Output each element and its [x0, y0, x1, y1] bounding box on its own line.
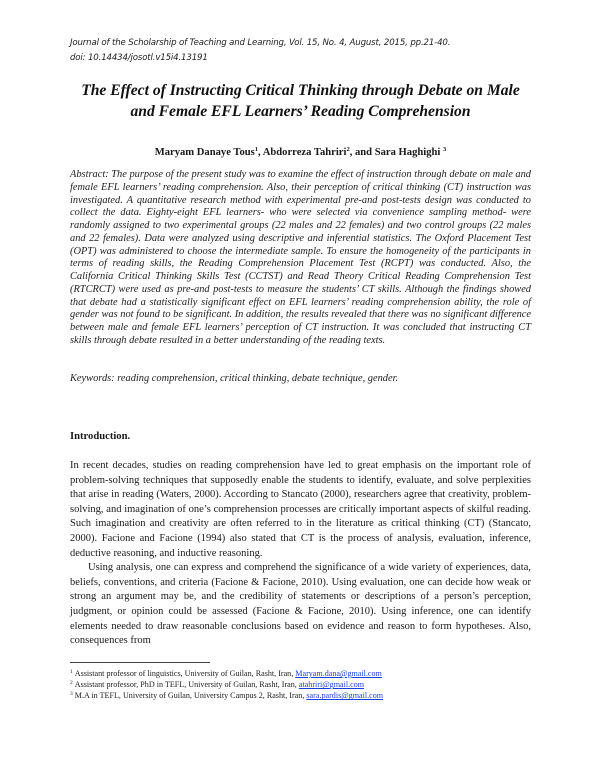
footnote-number: 3 [70, 691, 73, 698]
footnote-number: 1 [70, 669, 73, 675]
keywords-label: Keywords: [70, 373, 115, 384]
keywords-text: reading comprehension, critical thinking, debate technique, gender. [114, 373, 399, 384]
introduction-body [70, 459, 531, 649]
keywords [70, 372, 531, 385]
footnotes [70, 668, 531, 702]
author-name: Maryam Danaye Tous [154, 147, 255, 158]
footnote-text: M.A in TEFL, University of Guilan, University Campus 2, Rasht, Iran, [74, 691, 307, 701]
footnote-item [70, 679, 531, 690]
paragraph: In recent decades, studies on reading comprehension have led to great emphasis on the important role of problem-solving techniques that supposedly enable the students to identify, evaluate, and solve perplexities that arise in reading (Waters, 2000). According to Stancato (2000), researchers agree that creativity, problem-solving, and imagination of one’s comprehension processes are critically important aspects of skilful reading. Such imagination and creativity are often referred to in the literature as critical thinking (CT) (Stancato, 2000). Facione and Facione (1994) also stated that CT is the process of analysis, evaluation, inference, deductive reasoning, and inductive reasoning. [70, 460, 531, 559]
footnote-divider [70, 662, 210, 663]
author-name: Sara Haghighi [374, 147, 444, 158]
doi-line: doi: 10.14434/josotl.v15i4.13191 [70, 53, 208, 63]
journal-citation: Journal of the Scholarship of Teaching and Learning, Vol. 15, No. 4, August, 2015, pp.21-40. [70, 38, 451, 48]
footnote-item [70, 668, 531, 679]
abstract: Abstract: The purpose of the present study was to examine the effect of instruction through debate on male and female EFL learners’ reading comprehension. Also, their perception of critical thinking (CT) instruction was investigated. A quantitative research method with experimental pre-and post-tests design was conducted to collect the data. Eighty-eight EFL learners- who were selected via convenience sampling method- were randomly assigned to two experimental groups (22 males and 22 females) and two control groups (22 males and 22 females). Data were analyzed using descriptive and inferential statistics. The Oxford Placement Test (OPT) was administered to choose the intermediate sample. To ensure the homogeneity of the participants in terms of reading skills, the Reading Comprehension Placement Test (RCPT) was conducted. Also, the California Critical Thinking Skills Test (CCTST) and Read Theory Critical Reading Comprehension Test (RTCRCT) were used as pre-and post-tests to measure the students’ CT skills. Although the findings showed that debate had a statistically significant effect on EFL learners’ reading comprehension ability, the role of gender was not found to be significant. In addition, the results revealed that there was no significant difference between male and female EFL learners’ perception of CT instruction. It was concluded that instructing CT skills through debate resulted in a better understanding of the reading texts. [70, 169, 531, 346]
paragraph: Using analysis, one can express and comprehend the significance of a wide variety of experiences, data, beliefs, conventions, and criteria (Facione & Facione, 2010). Using evaluation, one can decide how weak or strong an argument may be, and the credibility of statements or descriptions of a person’s perception, judgment, or opinion could be assessed (Facione & Facione, 2010). Using inference, one can identify elements needed to draw reasonable conclusions based on evidence and reason to form hypotheses. Also, consequences from [70, 562, 531, 647]
paper-title: The Effect of Instructing Critical Thinking through Debate on Male and Female EFL Learners’ Reading Comprehension [81, 82, 520, 120]
email-link[interactable]: atahriri@gmail.com [298, 680, 365, 690]
author-separator: , [258, 147, 263, 158]
footnote-number: 2 [70, 680, 73, 687]
journal-header [70, 36, 540, 66]
footnote-text: Assistant professor, PhD in TEFL, University of Guilan, Rasht, Iran, [74, 680, 299, 690]
author-affiliation-mark: 3 [443, 146, 447, 153]
email-link[interactable]: sara.pardis@gmail.com [306, 691, 384, 701]
author-name: Abdorreza Tahriri [262, 147, 347, 158]
author-list [70, 146, 531, 160]
footnote-text: Assistant professor of linguistics, University of Guilan, Rasht, Iran, [74, 669, 296, 678]
footnote-item [70, 690, 531, 701]
author-affiliation-mark: 1 [254, 146, 259, 153]
email-link[interactable]: Maryam.dana@gmail.com [295, 669, 382, 678]
author-affiliation-mark: 2 [346, 146, 350, 153]
author-separator: , and [349, 147, 375, 158]
section-heading-introduction: Introduction. [70, 431, 131, 442]
